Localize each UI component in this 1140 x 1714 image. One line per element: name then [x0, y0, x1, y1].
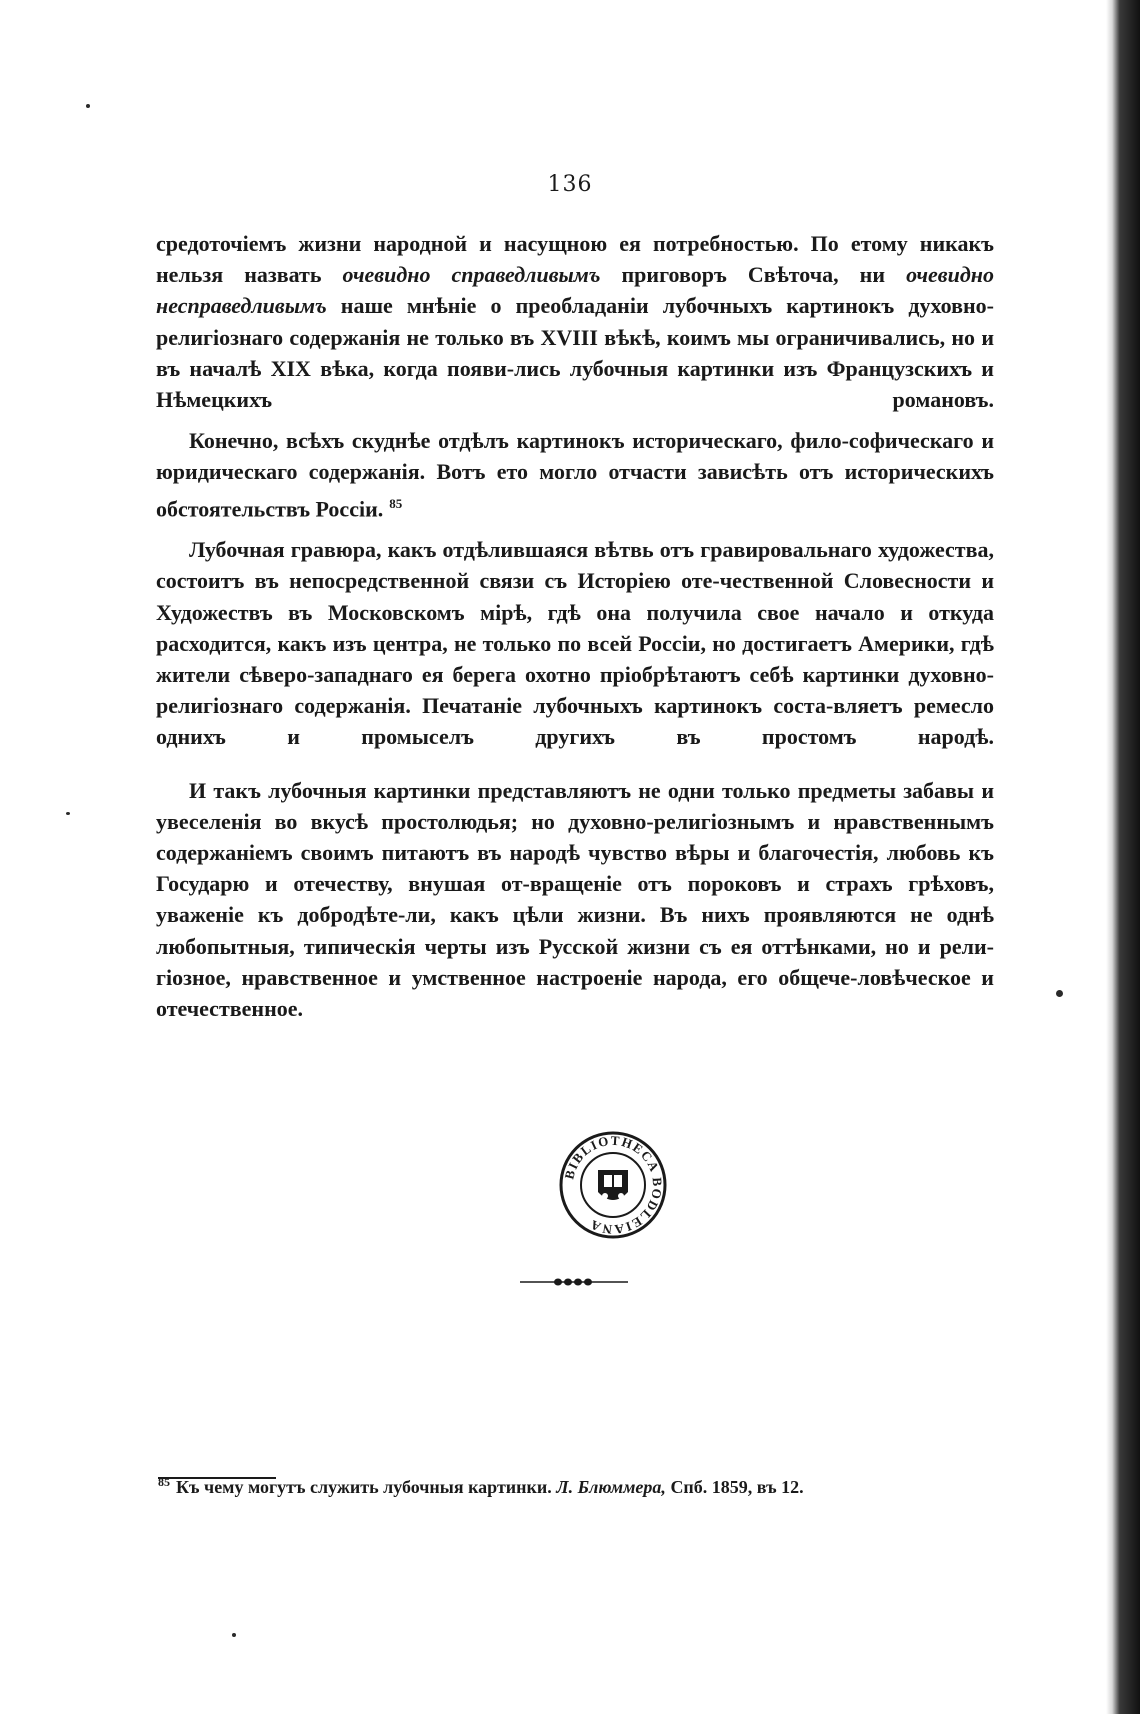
paragraph-emphasis: очевидно справедливымъ — [342, 262, 601, 288]
scan-speck — [66, 812, 70, 815]
scan-speck — [232, 1633, 236, 1637]
stamp-crest-icon — [598, 1170, 628, 1200]
scan-edge-shadow — [1106, 0, 1140, 1714]
stamp-text: BIBLIOTHECA BODLEIANA — [561, 1132, 666, 1238]
paragraph-4: И такъ лубочныя картинки представляютъ не одни только предметы забавы и увеселенія во вкусѣ простолюдья; но духовно-религіознымъ и нравственнымъ содержаніемъ своимъ питаютъ въ народѣ чувство вѣры и благочестія, любовь къ Государю и отечеству, внушая от-вращеніе отъ пороковъ и страхъ грѣховъ, уваженіе къ добродѣте-ли, какъ цѣли жизни. Въ нихъ проявляются не однѣ любопытныя, типическія черты изъ Русской жизни съ ея оттѣнками, но и рели-гіозное, нравственное и умственное настроеніе народа, его общече-ловѣческое и отечественное. — [156, 777, 994, 1021]
paragraph-2: Конечно, всѣхъ скуднѣе отдѣлъ картинокъ историческаго, фило-софическаго и юридическаго содержанія. Вотъ ето могло отчасти зависѣть отъ историческихъ обстоятельствъ Россіи. $^{85}$ — [156, 428, 994, 521]
scan-speck — [86, 104, 90, 108]
footnote-emphasis: Л. Блюммера, — [556, 1477, 666, 1497]
library-stamp — [558, 1130, 668, 1240]
footnote — [158, 1475, 998, 1498]
footnote-number: 85 — [158, 1475, 170, 1489]
paragraph-emphasis: очевидно несправедливымъ — [156, 262, 994, 319]
paragraph-1: средоточіемъ жизни народной и насущною ея потребностью. По етому никакъ нельзя назвать очевидно справедливымъ приговоръ Свѣточа, ни очевидно несправедливымъ наше мнѣніе о преобладаніи лубочныхъ картинокъ духовно-религіознаго содержанія не только въ XVIII вѣкѣ, коимъ мы ограничивались, но и въ началѣ XIX вѣка, когда появи-лись лубочныя картинки изъ Французскихъ и Нѣмецкихъ романовъ. — [156, 231, 994, 413]
scan-speck — [1056, 990, 1063, 997]
body-text — [156, 228, 994, 1024]
section-end-ornament — [520, 1276, 628, 1288]
footnote-text: Къ чему могутъ служить лубочныя картинки. Л. Блюммера, Спб. 1859, въ 12. — [176, 1477, 804, 1497]
footnote-reference[interactable]: 85 — [389, 495, 403, 511]
page-number: 136 — [547, 172, 593, 197]
paragraph-3: Лубочная гравюра, какъ отдѣлившаяся вѣтвь отъ гравировальнаго художества, состоитъ въ непосредственной связи съ Исторіею оте-чественной Словесности и Художествъ въ Московскомъ мірѣ, гдѣ она получила свое начало и откуда расходится, какъ изъ центра, не только по всей Россіи, но достигаетъ Америки, гдѣ жители сѣверо-западнаго ея берега охотно пріобрѣтаютъ себѣ картинки духовно-религіознаго содержанія. Печатаніе лубочныхъ картинокъ соста-вляетъ ремесло однихъ и промыселъ другихъ въ простомъ народѣ. — [156, 537, 994, 750]
